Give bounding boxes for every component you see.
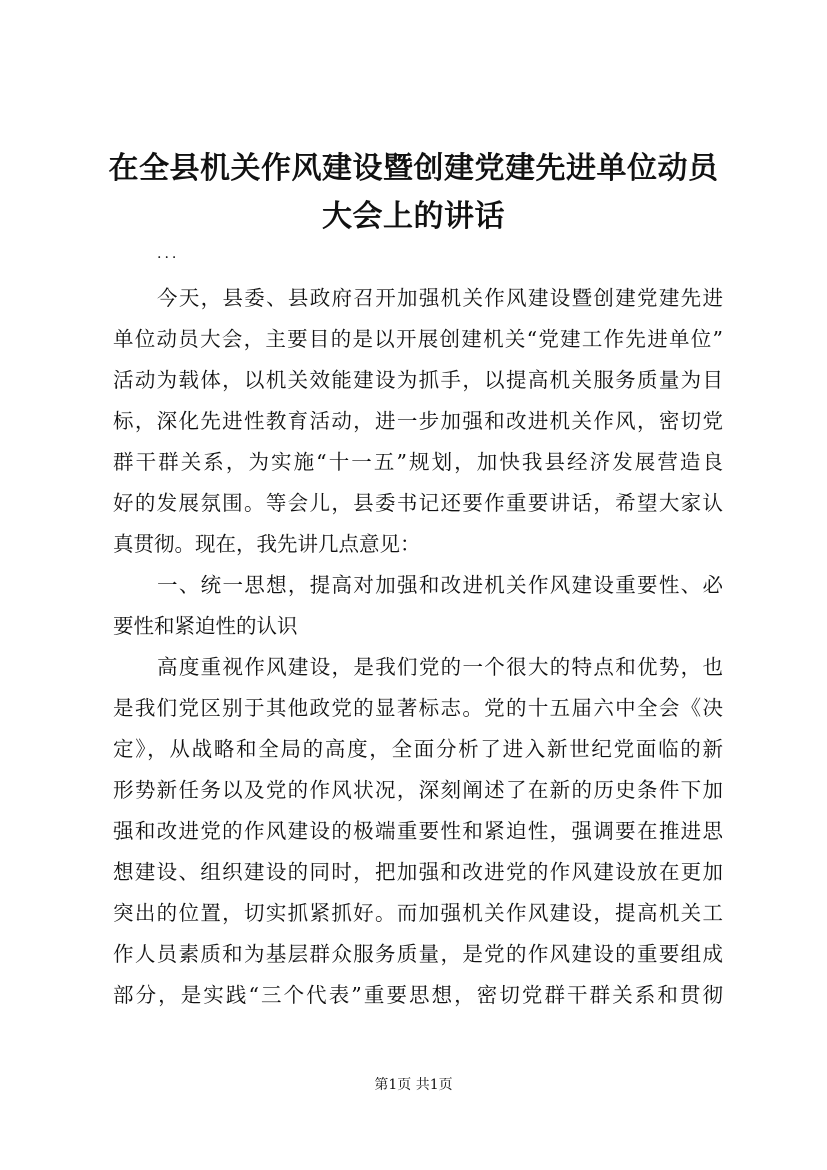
- body-line: 真贯彻。现在，我先讲几点意见：: [113, 532, 421, 556]
- body-line: 今天，县委、县政府召开加强机关作风建设暨创建党建先进: [157, 286, 723, 310]
- body-line: 单位动员大会，主要目的是以开展创建机关“党建工作先进单位”: [113, 327, 723, 351]
- body-line: 好的发展氛围。等会儿，县委书记还要作重要讲话，希望大家认: [113, 491, 723, 515]
- section-heading-line: 要性和紧迫性的认识: [113, 614, 298, 638]
- body-line: 是我们党区别于其他政党的显著标志。党的十五届六中全会《决: [113, 696, 723, 720]
- body-line: 定》，从战略和全局的高度，全面分析了进入新世纪党面临的新: [113, 737, 723, 761]
- body-line: 强和改进党的作风建设的极端重要性和紧迫性，强调要在推进思: [113, 819, 723, 843]
- body-line: 活动为载体，以机关效能建设为抓手，以提高机关服务质量为目: [113, 368, 723, 392]
- document-body: [113, 278, 723, 1016]
- title-line-1: 在全县机关作风建设暨创建党建先进单位动员: [108, 151, 719, 186]
- ellipsis-marker: ...: [157, 246, 180, 262]
- body-line: 想建设、组织建设的同时，把加强和改进党的作风建设放在更加: [113, 860, 723, 884]
- body-line: 作人员素质和为基层群众服务质量，是党的作风建设的重要组成: [113, 942, 723, 966]
- body-line: 高度重视作风建设，是我们党的一个很大的特点和优势，也: [157, 655, 723, 679]
- body-line: 突出的位置，切实抓紧抓好。而加强机关作风建设，提高机关工: [113, 901, 723, 925]
- title-line-2: 大会上的讲话: [322, 199, 505, 234]
- body-line: 标，深化先进性教育活动，进一步加强和改进机关作风，密切党: [113, 409, 723, 433]
- body-line: 群干群关系，为实施“十一五”规划，加快我县经济发展营造良: [113, 450, 723, 474]
- body-line: 形势新任务以及党的作风状况，深刻阐述了在新的历史条件下加: [113, 778, 723, 802]
- page-footer: 第1页 共1页: [374, 1077, 453, 1093]
- document-title: [90, 145, 737, 241]
- body-line: 部分，是实践“三个代表”重要思想，密切党群干群关系和贯彻: [113, 983, 723, 1007]
- section-heading-line: 一、统一思想，提高对加强和改进机关作风建设重要性、必: [157, 573, 723, 597]
